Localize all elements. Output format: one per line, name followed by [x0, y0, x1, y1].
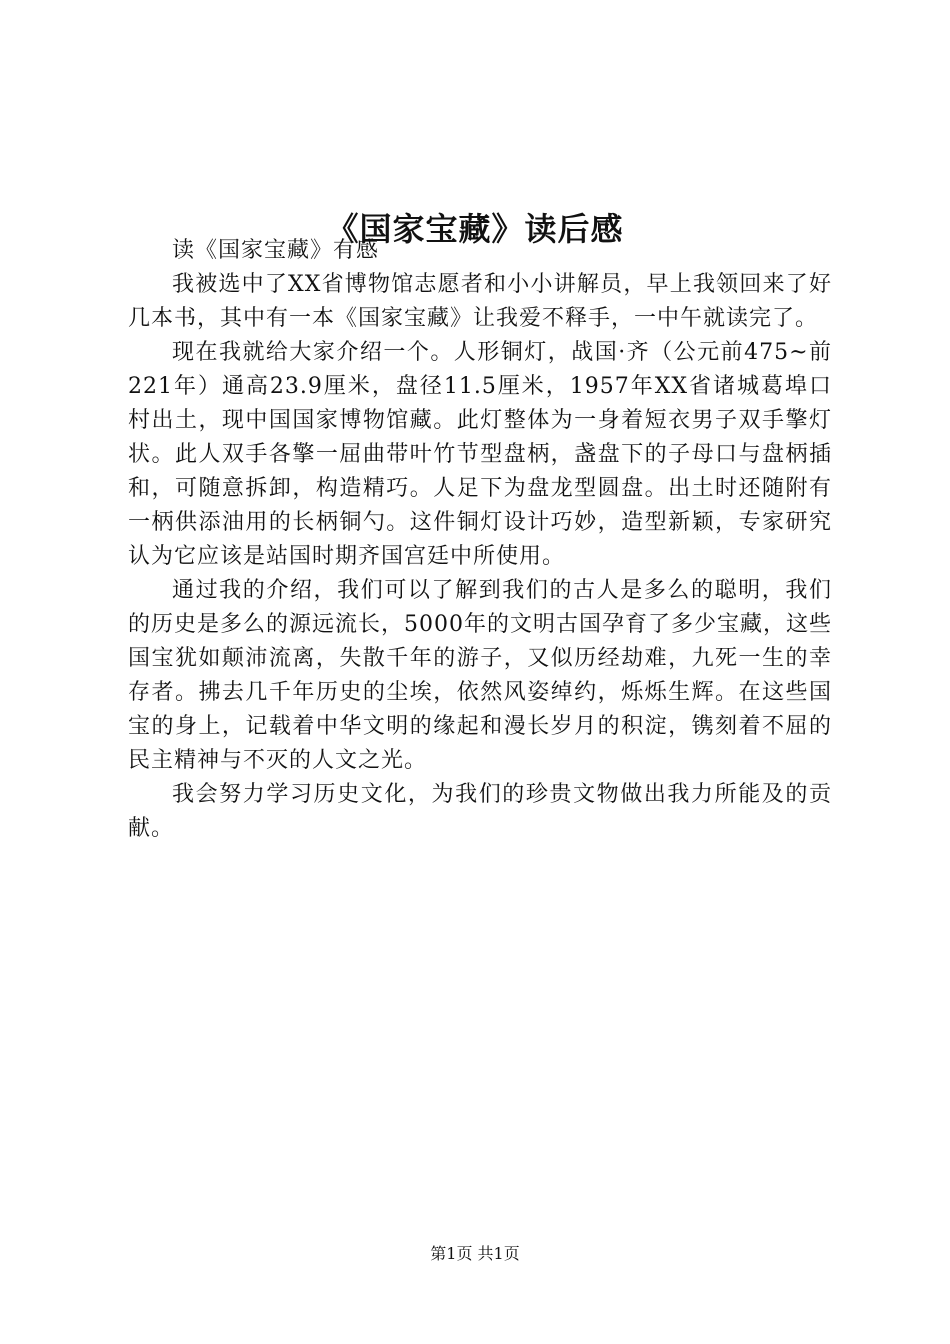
body-paragraph: 我会努力学习历史文化，为我们的珍贵文物做出我力所能及的贡献。: [128, 782, 832, 841]
body-paragraph: 通过我的介绍，我们可以了解到我们的古人是多么的聪明，我们的历史是多么的源远流长，5000年的文明古国孕育了多少宝藏，这些国宝犹如颠沛流离，失散千年的游子，又似历经劫难，九死一生的幸存者。拂去几千年历史的尘埃，依然风姿绰约，烁烁生辉。在这些国宝的身上，记载着中华文明的缘起和漫长岁月的积淀，镌刻着不屈的民主精神与不灭的人文之光。: [128, 578, 832, 773]
subtitle-paragraph: 读《国家宝藏》有感: [172, 238, 380, 263]
body-paragraph: 现在我就给大家介绍一个。人形铜灯，战国·齐（公元前475~前221年）通高23.9厘米，盘径11.5厘米，1957年XX省诸城葛埠口村出土，现中国国家博物馆藏。此灯整体为一身着短衣男子双手擎灯状。此人双手各擎一屈曲带叶竹节型盘柄，盏盘下的子母口与盘柄插和，可随意拆卸，构造精巧。人足下为盘龙型圆盘。出土时还随附有一柄供添油用的长柄铜勺。这件铜灯设计巧妙，造型新颖，专家研究认为它应该是站国时期齐国宫廷中所使用。: [128, 340, 832, 569]
document-body: [128, 234, 832, 846]
page-title: 《国家宝藏》读后感: [326, 210, 624, 249]
page-footer: 第1页 共1页: [430, 1244, 520, 1263]
body-paragraph: 我被选中了XX省博物馆志愿者和小小讲解员，早上我领回来了好几本书，其中有一本《国家宝藏》让我爱不释手，一中午就读完了。: [128, 272, 832, 331]
